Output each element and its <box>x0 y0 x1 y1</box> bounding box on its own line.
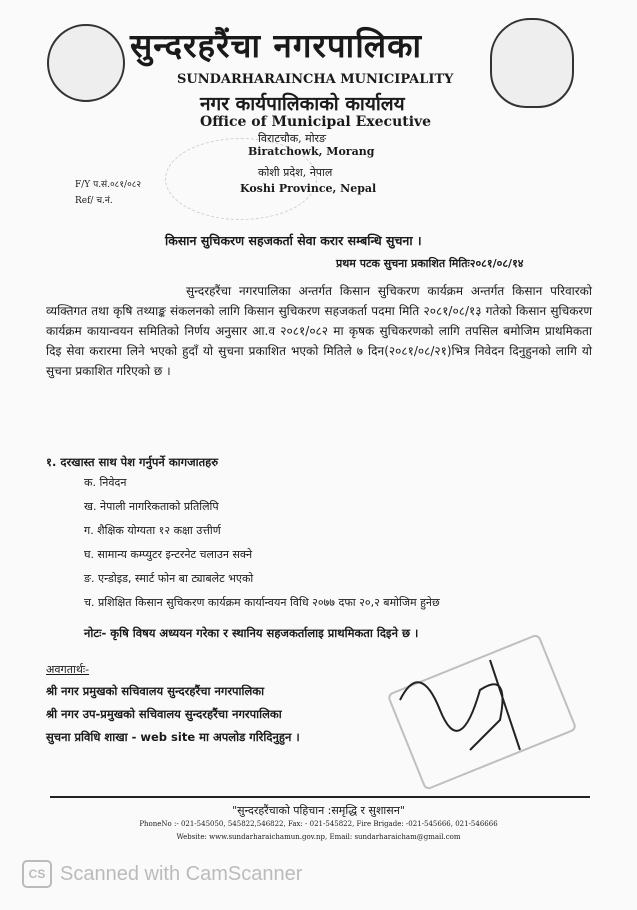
camscanner-watermark <box>22 860 302 888</box>
list-item: क. निवेदन <box>84 476 127 489</box>
list-item: ङ. एन्डोइड, स्मार्ट फोन बा ट्याबलेट भएको <box>84 572 254 585</box>
province-en: Koshi Province, Nepal <box>240 182 377 195</box>
list-item: च. प्रशिक्षित किसान सुचिकरण कार्यक्रम कार्यान्वयन विधि २०७७ दफा २०,२ बमोजिम हुनेछ <box>84 596 440 609</box>
list-item: ख. नेपाली नागरिकताको प्रतिलिपि <box>84 500 219 513</box>
fiscal-year: F/Y प.सं.०८१/०८२ <box>75 180 142 190</box>
cc-line: सुचना प्रविधि शाखा - web site मा अपलोड गरिदिनुहुन । <box>46 730 300 744</box>
footer-web: Website: www.sundarharaichamun.gov.np, Email: sundarharaicham@gmail.com <box>176 833 461 841</box>
address-np: विराटचौक, मोरङ <box>258 132 327 145</box>
signature <box>380 640 580 770</box>
footer-divider <box>50 796 590 798</box>
municipality-emblem-icon <box>47 24 125 102</box>
office-title-np: नगर कार्यपालिकाको कार्यालय <box>200 93 405 115</box>
publish-date: प्रथम पटक सुचना प्रकाशित मितिः२०८१/०८/१४ <box>336 257 524 270</box>
reference-number: Ref/ च.नं. <box>75 196 113 206</box>
list-item: घ. सामान्य कम्प्युटर इन्टरनेट चलाउन सक्ने <box>84 548 253 561</box>
nepal-coat-of-arms-icon <box>490 18 574 108</box>
notice-note: नोटः- कृषि विषय अध्ययन गरेका र स्थानिय सहजकर्तालाइ प्राथमिकता दिइने छ । <box>84 626 419 640</box>
municipality-title-en: SUNDARHARAINCHA MUNICIPALITY <box>177 72 454 87</box>
footer-slogan: "सुन्दरहरैंचाको पहिचान :समृद्धि र सुशासन" <box>232 804 405 817</box>
cc-line: श्री नगर प्रमुखको सचिवालय सुन्दरहरैंचा नगरपालिका <box>46 684 265 698</box>
camscanner-logo-icon: CS <box>22 860 52 888</box>
office-title-en: Office of Municipal Executive <box>200 114 432 130</box>
municipality-title-np: सुन्दरहरैंचा नगरपालिका <box>130 26 423 65</box>
notice-body: सुन्दरहरैंचा नगरपालिका अन्तर्गत किसान सुचिकरण कार्यक्रम अन्तर्गत किसान परिवारको व्यक्तिगत तथा कृषि तथ्याङ्क संकलनको लागि किसान सुचिकरण सहजकर्ता पदमा मिति २०८१/०८/१३ गतेको किसान सुचिकरण कार्यक्रम कायान्वयन समितिको निर्णय अनुसार आ.व २०८१/०८२ मा कृषक सुचिकरणको लागि तपसिल बमोजिम प्राथमिकता दिइ सेवा करारमा लिने भएको हुदाँ यो सुचना प्रकाशित भएको मितिले ७ दिन(२०८१/०८/२१)भित्र निवेदन दिनुहुनको लागि यो सुचना प्रकाशित गरिएको छ । <box>46 284 592 378</box>
cc-heading: अवगतार्थः- <box>46 663 90 676</box>
address-en: Biratchowk, Morang <box>248 145 375 158</box>
notice-subject: किसान सुचिकरण सहजकर्ता सेवा करार सम्बन्धि सुचना । <box>165 233 422 248</box>
documents-heading: १. दरखास्त साथ पेश गर्नुपर्ने कागजातहरु <box>46 455 219 469</box>
cc-line: श्री नगर उप-प्रमुखको सचिवालय सुन्दरहरैंचा नगरपालिका <box>46 707 282 721</box>
list-item: ग. शैक्षिक योग्यता १२ कक्षा उत्तीर्ण <box>84 524 221 537</box>
province-np: कोशी प्रदेश, नेपाल <box>258 166 333 179</box>
footer-phone: PhoneNo :- 021-545050, 545822,546822, Fax: - 021-545822, Fire Brigade: -021-545666, 021-546666 <box>139 820 498 828</box>
camscanner-text: Scanned with CamScanner <box>60 862 303 885</box>
